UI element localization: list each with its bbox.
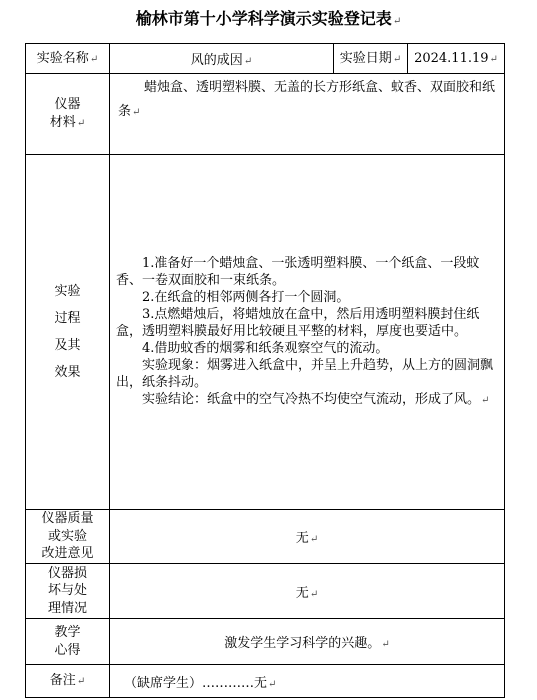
process-phenomenon: 实验现象：烟雾进入纸盒中，并呈上升趋势，从上方的圆洞飘出，纸条抖动。 xyxy=(116,358,494,390)
row-damage xyxy=(26,564,505,619)
value-materials: 蜡烛盒、透明塑料膜、无盖的长方形纸盒、蚊香、双面胶和纸条↵ xyxy=(110,74,505,155)
row-process xyxy=(26,155,505,510)
value-damage: 无↵ xyxy=(110,564,505,619)
label-experiment-name: 实验名称↵ xyxy=(26,44,110,74)
row-experience xyxy=(26,619,505,665)
record-table xyxy=(25,43,505,698)
row-materials xyxy=(26,74,505,155)
label-materials: 仪器 材料↵ xyxy=(26,74,110,155)
document-title: 榆林市第十小学科学演示实验登记表↵ xyxy=(135,9,402,28)
process-conclusion: 实验结论：纸盒中的空气冷热不均使空气流动，形成了风。↵ xyxy=(142,392,490,407)
process-step-2: 2.在纸盒的相邻两侧各打一个圆洞。 xyxy=(142,290,350,305)
value-quality: 无↵ xyxy=(110,510,505,564)
label-remarks: 备注↵ xyxy=(26,665,110,698)
label-process: 实验 过程 及其 效果 xyxy=(26,155,110,510)
label-damage: 仪器损 坏与处 理情况 xyxy=(26,564,110,619)
value-experiment-name: 风的成因↵ xyxy=(110,44,334,74)
label-experiment-date: 实验日期↵ xyxy=(334,44,408,74)
process-step-3: 3.点燃蜡烛后，将蜡烛放在盒中，然后用透明塑料膜封住纸盒，透明塑料膜最好用比较硬且平整的材料，厚度也要适中。 xyxy=(116,307,480,339)
row-quality xyxy=(26,510,505,564)
row-experiment-name xyxy=(26,44,505,74)
value-remarks: （缺席学生）…………无↵ xyxy=(110,665,505,698)
label-quality: 仪器质量 或实验 改进意见 xyxy=(26,510,110,564)
process-step-4: 4.借助蚊香的烟雾和纸条观察空气的流动。 xyxy=(142,341,389,356)
process-step-1: 1.准备好一个蜡烛盒、一张透明塑料膜、一个纸盒、一段蚊香、一卷双面胶和一束纸条。 xyxy=(116,256,480,288)
value-process xyxy=(110,155,505,510)
label-experience: 教学 心得 xyxy=(26,619,110,665)
value-experiment-date: 2024.11.19↵ xyxy=(408,44,505,74)
row-remarks xyxy=(26,665,505,698)
value-experience: 激发学生学习科学的兴趣。↵ xyxy=(110,619,505,665)
